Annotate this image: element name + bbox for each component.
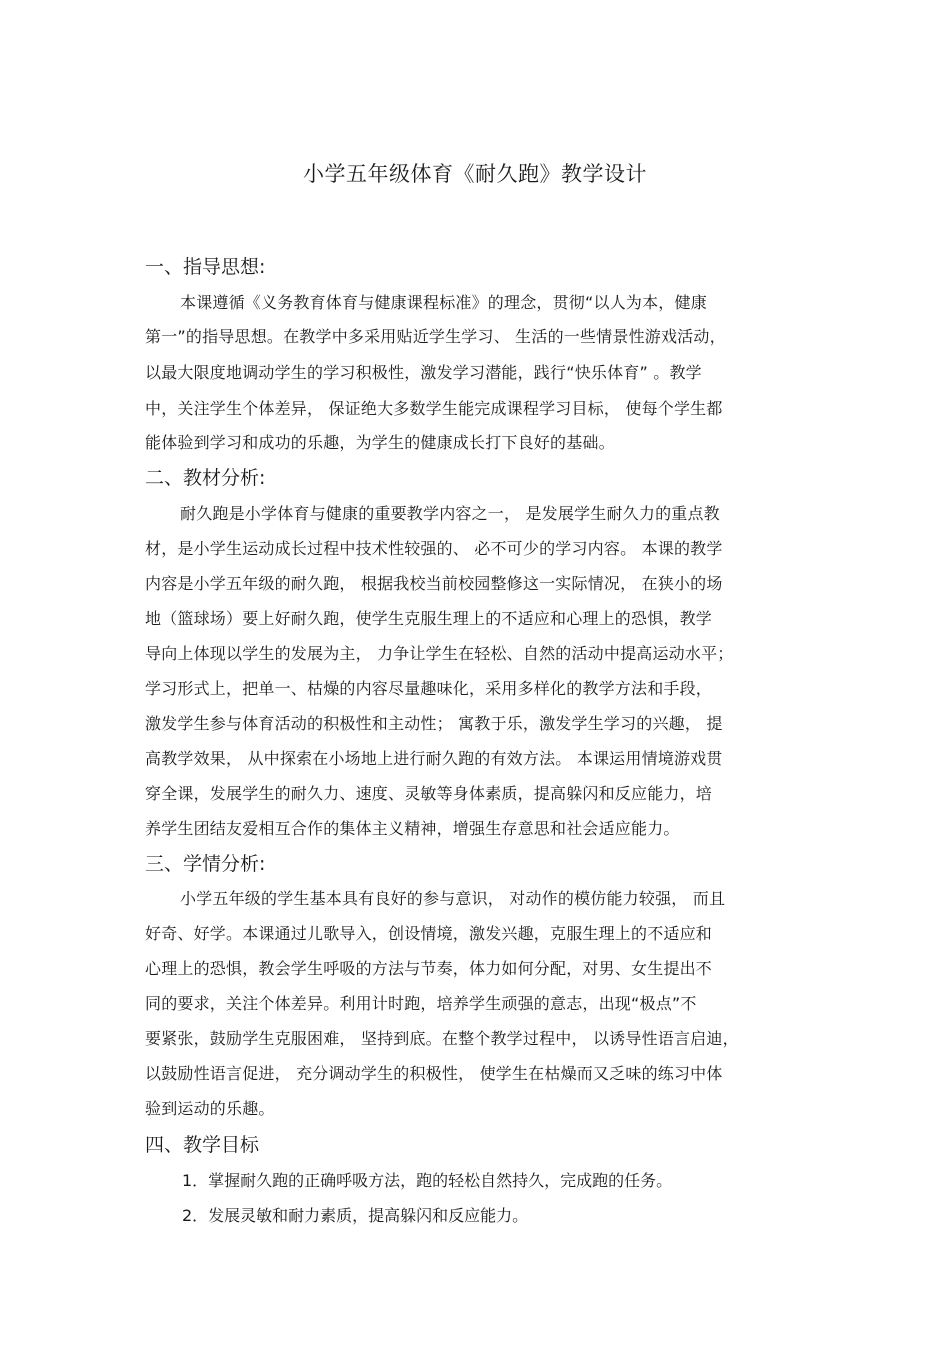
paragraph-line: 要紧张，鼓励学生克服困难， 坚持到底。在整个教学过程中， 以诱导性语言启迪， xyxy=(145,1029,739,1048)
paragraph-line: 好奇、好学。本课通过儿歌导入，创设情境，激发兴趣，克服生理上的不适应和 xyxy=(145,924,713,943)
paragraph-line: 内容是小学五年级的耐久跑， 根据我校当前校园整修这一实际情况， 在狭小的场 xyxy=(145,574,723,593)
paragraph-line: 学习形式上，把单一、枯燥的内容尽量趣味化，采用多样化的教学方法和手段， xyxy=(145,679,713,698)
paragraph-line: 高教学效果， 从中探索在小场地上进行耐久跑的有效方法。 本课运用情境游戏贯 xyxy=(145,749,723,768)
section-heading-teaching-objectives: 四、教学目标 xyxy=(145,1134,260,1156)
paragraph-line: 中，关注学生个体差异， 保证绝大多数学生能完成课程学习目标， 使每个学生都 xyxy=(145,399,723,418)
paragraph-line: 养学生团结友爱相互合作的集体主义精神，增强生存意思和社会适应能力。 xyxy=(145,819,680,838)
paragraph-line: 导向上体现以学生的发展为主， 力争让学生在轻松、自然的活动中提高运动水平； xyxy=(145,644,734,663)
paragraph-line: 激发学生参与体育活动的积极性和主动性； 寓教于乐，激发学生学习的兴趣， 提 xyxy=(145,714,723,733)
paragraph-line: 验到运动的乐趣。 xyxy=(145,1099,275,1118)
paragraph-line: 材，是小学生运动成长过程中技术性较强的、 必不可少的学习内容。 本课的教学 xyxy=(145,539,723,558)
section-heading-material-analysis: 二、教材分析: xyxy=(145,467,266,489)
paragraph-line: 心理上的恐惧，教会学生呼吸的方法与节奏，体力如何分配，对男、女生提出不 xyxy=(145,959,713,978)
paragraph-line: 地（篮球场）要上好耐久跑，使学生克服生理上的不适应和心理上的恐惧，教学 xyxy=(145,609,713,628)
objective-item: 1．掌握耐久跑的正确呼吸方法，跑的轻松自然持久，完成跑的任务。 xyxy=(182,1171,673,1190)
paragraph-line: 以鼓励性语言促进， 充分调动学生的积极性， 使学生在枯燥而又乏味的练习中体 xyxy=(145,1064,723,1083)
section-heading-learner-analysis: 三、学情分析: xyxy=(145,853,266,875)
paragraph-line: 小学五年级的学生基本具有良好的参与意识， 对动作的模仿能力较强， 而且 xyxy=(180,889,726,908)
paragraph-line: 以最大限度地调动学生的学习积极性，激发学习潜能，践行“快乐体育” 。教学 xyxy=(145,363,702,382)
document-title: 小学五年级体育《耐久跑》教学设计 xyxy=(303,162,647,186)
paragraph-line: 同的要求，关注个体差异。利用计时跑，培养学生顽强的意志，出现“极点”不 xyxy=(145,994,697,1013)
paragraph-line: 本课遵循《义务教育体育与健康课程标准》的理念，贯彻“以人为本，健康 xyxy=(180,293,707,312)
objective-item: 2．发展灵敏和耐力素质，提高躲闪和反应能力。 xyxy=(182,1206,529,1225)
section-heading-guiding-thought: 一、指导思想: xyxy=(145,256,266,278)
paragraph-line: 耐久跑是小学体育与健康的重要教学内容之一， 是发展学生耐久力的重点教 xyxy=(180,504,720,523)
paragraph-line: 能体验到学习和成功的乐趣，为学生的健康成长打下良好的基础。 xyxy=(145,433,615,452)
paragraph-line: 穿全课，发展学生的耐久力、速度、灵敏等身体素质，提高躲闪和反应能力，培 xyxy=(145,784,713,803)
paragraph-line: 第一”的指导思想。在教学中多采用贴近学生学习、 生活的一些情景性游戏活动， xyxy=(145,327,726,346)
